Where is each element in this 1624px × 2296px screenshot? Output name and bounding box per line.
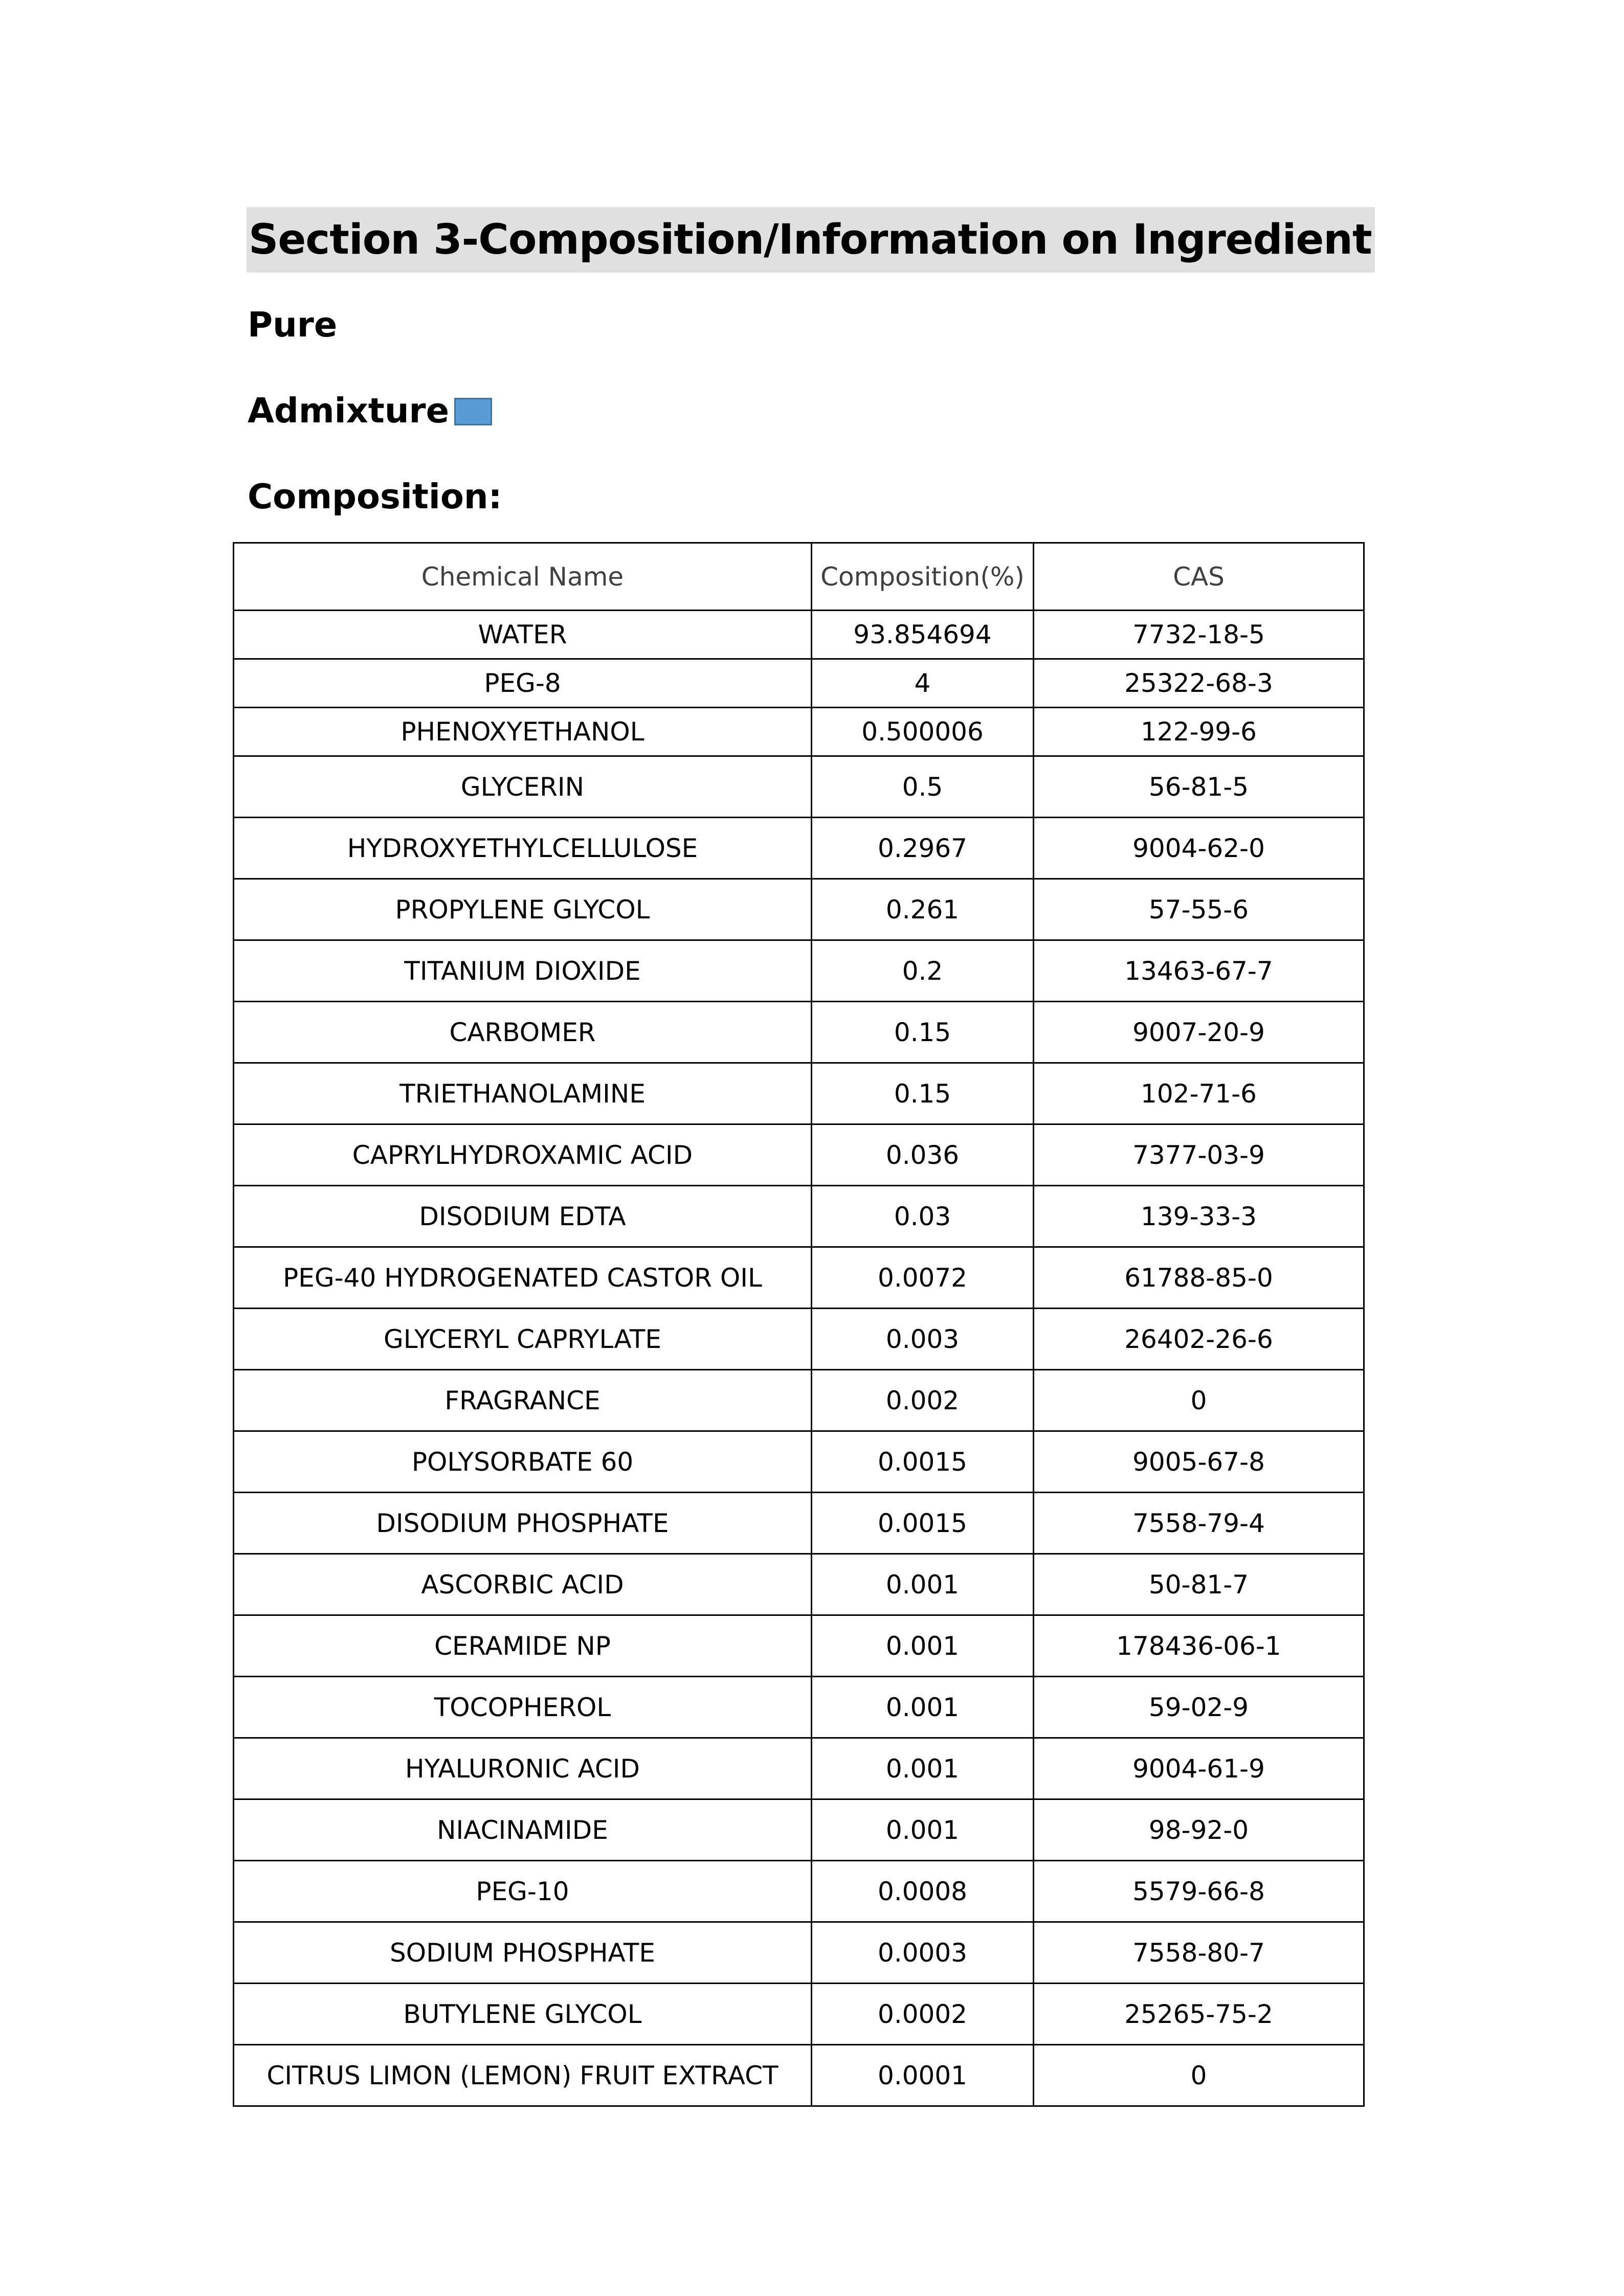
chemical-name-cell: GLYCERYL CAPRYLATE xyxy=(234,1309,812,1370)
cas-cell: 7558-80-7 xyxy=(1034,1922,1364,1984)
section-title: Section 3-Composition/Information on Ingredient xyxy=(247,207,1375,273)
composition-cell: 0.2967 xyxy=(812,818,1034,879)
cas-cell: 9004-62-0 xyxy=(1034,818,1364,879)
cas-cell: 59-02-9 xyxy=(1034,1677,1364,1738)
admixture-label: Admixture xyxy=(248,391,450,431)
table-row xyxy=(234,1861,1364,1922)
table-row xyxy=(234,1738,1364,1799)
chemical-name-cell: CAPRYLHYDROXAMIC ACID xyxy=(234,1124,812,1186)
cas-cell: 61788-85-0 xyxy=(1034,1247,1364,1309)
cas-cell: 13463-67-7 xyxy=(1034,940,1364,1002)
composition-cell: 0.261 xyxy=(812,879,1034,940)
chemical-name-cell: GLYCERIN xyxy=(234,756,812,818)
cas-cell: 0 xyxy=(1034,2045,1364,2106)
table-row xyxy=(234,879,1364,940)
composition-cell: 0.002 xyxy=(812,1370,1034,1431)
cas-cell: 139-33-3 xyxy=(1034,1186,1364,1247)
chemical-name-cell: BUTYLENE GLYCOL xyxy=(234,1984,812,2045)
chemical-name-cell: PEG-40 HYDROGENATED CASTOR OIL xyxy=(234,1247,812,1309)
composition-cell: 0.0015 xyxy=(812,1493,1034,1554)
table-row xyxy=(234,1493,1364,1554)
chemical-name-cell: CERAMIDE NP xyxy=(234,1615,812,1677)
table-row xyxy=(234,1309,1364,1370)
cas-cell: 9005-67-8 xyxy=(1034,1431,1364,1493)
cas-cell: 9004-61-9 xyxy=(1034,1738,1364,1799)
composition-cell: 0.0003 xyxy=(812,1922,1034,1984)
table-row xyxy=(234,708,1364,756)
table-row xyxy=(234,1799,1364,1861)
chemical-name-cell: PROPYLENE GLYCOL xyxy=(234,879,812,940)
table-header-row xyxy=(234,543,1364,611)
table-row xyxy=(234,1002,1364,1063)
table-row xyxy=(234,1677,1364,1738)
chemical-name-cell: WATER xyxy=(234,611,812,659)
table-row xyxy=(234,1922,1364,1984)
chemical-name-cell: PEG-10 xyxy=(234,1861,812,1922)
chemical-name-cell: PHENOXYETHANOL xyxy=(234,708,812,756)
composition-cell: 0.003 xyxy=(812,1309,1034,1370)
cas-cell: 50-81-7 xyxy=(1034,1554,1364,1615)
chemical-name-cell: CARBOMER xyxy=(234,1002,812,1063)
table-row xyxy=(234,1247,1364,1309)
chemical-name-cell: NIACINAMIDE xyxy=(234,1799,812,1861)
chemical-name-cell: ASCORBIC ACID xyxy=(234,1554,812,1615)
table-row xyxy=(234,1124,1364,1186)
cas-cell: 7732-18-5 xyxy=(1034,611,1364,659)
cas-cell: 56-81-5 xyxy=(1034,756,1364,818)
composition-cell: 0.0008 xyxy=(812,1861,1034,1922)
column-header-composition: Composition(%) xyxy=(812,543,1034,611)
composition-cell: 0.001 xyxy=(812,1799,1034,1861)
cas-cell: 25322-68-3 xyxy=(1034,659,1364,708)
table-row xyxy=(234,659,1364,708)
composition-cell: 0.0072 xyxy=(812,1247,1034,1309)
chemical-name-cell: POLYSORBATE 60 xyxy=(234,1431,812,1493)
cas-cell: 7558-79-4 xyxy=(1034,1493,1364,1554)
table-row xyxy=(234,1370,1364,1431)
chemical-name-cell: CITRUS LIMON (LEMON) FRUIT EXTRACT xyxy=(234,2045,812,2106)
table-row xyxy=(234,1431,1364,1493)
cas-cell: 0 xyxy=(1034,1370,1364,1431)
composition-cell: 0.0001 xyxy=(812,2045,1034,2106)
cas-cell: 178436-06-1 xyxy=(1034,1615,1364,1677)
composition-cell: 0.500006 xyxy=(812,708,1034,756)
admixture-checkbox[interactable] xyxy=(454,398,492,425)
table-row xyxy=(234,1615,1364,1677)
pure-label: Pure xyxy=(248,305,338,345)
cas-cell: 122-99-6 xyxy=(1034,708,1364,756)
cas-cell: 25265-75-2 xyxy=(1034,1984,1364,2045)
chemical-name-cell: TRIETHANOLAMINE xyxy=(234,1063,812,1124)
composition-cell: 0.2 xyxy=(812,940,1034,1002)
cas-cell: 102-71-6 xyxy=(1034,1063,1364,1124)
composition-cell: 0.0002 xyxy=(812,1984,1034,2045)
composition-cell: 0.5 xyxy=(812,756,1034,818)
table-row xyxy=(234,940,1364,1002)
table-row xyxy=(234,818,1364,879)
chemical-name-cell: HYDROXYETHYLCELLULOSE xyxy=(234,818,812,879)
table-row xyxy=(234,1984,1364,2045)
chemical-name-cell: DISODIUM EDTA xyxy=(234,1186,812,1247)
composition-cell: 93.854694 xyxy=(812,611,1034,659)
composition-cell: 0.036 xyxy=(812,1124,1034,1186)
column-header-cas: CAS xyxy=(1034,543,1364,611)
cas-cell: 5579-66-8 xyxy=(1034,1861,1364,1922)
composition-cell: 0.001 xyxy=(812,1615,1034,1677)
composition-cell: 0.03 xyxy=(812,1186,1034,1247)
chemical-name-cell: PEG-8 xyxy=(234,659,812,708)
composition-cell: 0.001 xyxy=(812,1738,1034,1799)
composition-table xyxy=(233,542,1365,2107)
cas-cell: 26402-26-6 xyxy=(1034,1309,1364,1370)
chemical-name-cell: TOCOPHEROL xyxy=(234,1677,812,1738)
composition-cell: 4 xyxy=(812,659,1034,708)
cas-cell: 7377-03-9 xyxy=(1034,1124,1364,1186)
chemical-name-cell: HYALURONIC ACID xyxy=(234,1738,812,1799)
table-row xyxy=(234,611,1364,659)
composition-cell: 0.15 xyxy=(812,1063,1034,1124)
cas-cell: 57-55-6 xyxy=(1034,879,1364,940)
chemical-name-cell: DISODIUM PHOSPHATE xyxy=(234,1493,812,1554)
cas-cell: 9007-20-9 xyxy=(1034,1002,1364,1063)
chemical-name-cell: SODIUM PHOSPHATE xyxy=(234,1922,812,1984)
table-row xyxy=(234,1063,1364,1124)
table-row xyxy=(234,1186,1364,1247)
composition-cell: 0.15 xyxy=(812,1002,1034,1063)
composition-cell: 0.0015 xyxy=(812,1431,1034,1493)
table-row xyxy=(234,756,1364,818)
chemical-name-cell: TITANIUM DIOXIDE xyxy=(234,940,812,1002)
column-header-chemical-name: Chemical Name xyxy=(234,543,812,611)
table-row xyxy=(234,2045,1364,2106)
composition-cell: 0.001 xyxy=(812,1677,1034,1738)
cas-cell: 98-92-0 xyxy=(1034,1799,1364,1861)
composition-label: Composition: xyxy=(248,477,502,516)
table-row xyxy=(234,1554,1364,1615)
admixture-row xyxy=(248,391,492,431)
chemical-name-cell: FRAGRANCE xyxy=(234,1370,812,1431)
composition-cell: 0.001 xyxy=(812,1554,1034,1615)
